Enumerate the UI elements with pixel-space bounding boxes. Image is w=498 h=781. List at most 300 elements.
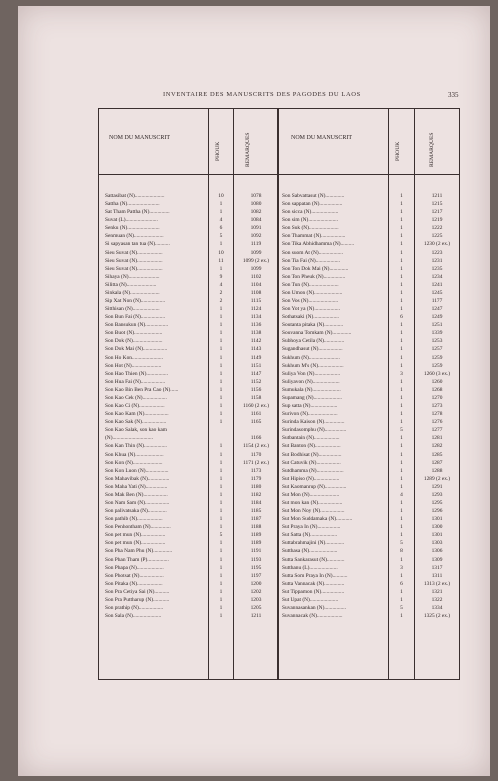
table-cell: 1 <box>400 403 403 410</box>
table-cell: 1309 <box>431 556 443 563</box>
table-cell: 1313 (2 ex.) <box>423 580 451 587</box>
table-cell: Sup satta (N).................... <box>282 403 338 410</box>
left-remarques-column <box>235 192 277 620</box>
table-cell: 1182 <box>250 491 262 498</box>
table-cell: 1179 <box>250 475 262 482</box>
table-cell: 1 <box>219 459 223 466</box>
table-cell: 1 <box>219 443 223 450</box>
page-number: 335 <box>448 91 459 99</box>
table-cell: Sothatsaki (N)................... <box>282 314 339 321</box>
table-cell: 10 <box>218 193 224 199</box>
table-cell: Son Maha Yati (N)................ <box>105 483 168 490</box>
table-cell: 1 <box>219 314 223 321</box>
table-cell: 1287 <box>431 459 443 466</box>
table-cell: Sut Kaomanrup (N)................ <box>282 483 347 490</box>
table-cell: 1161 <box>250 411 262 418</box>
table-cell: 1 <box>219 241 223 248</box>
table-cell: Son Suk (N)...................... <box>282 225 339 232</box>
column-divider <box>233 109 234 679</box>
table-cell: 1 <box>219 322 223 329</box>
table-cell: 1 <box>219 386 223 393</box>
table-cell: 1 <box>400 249 403 256</box>
table-cell: 10 <box>218 249 224 256</box>
table-cell: 3 <box>400 564 403 571</box>
table-cell: 1158 <box>250 394 262 401</box>
table-cell: 1289 (2 ex.) <box>423 475 451 482</box>
table-cell: Sut Mon (N)...................... <box>282 491 340 498</box>
table-cell: Senmuan (N)...................... <box>105 233 164 240</box>
left-phouk-header: PHOUK <box>215 141 221 161</box>
table-cell: 1322 <box>431 596 443 603</box>
table-cell: 1 <box>219 394 223 401</box>
table-cell: 1300 <box>431 524 443 531</box>
table-cell: 1 <box>219 548 223 555</box>
table-cell: 1259 <box>431 362 443 369</box>
table-cell: 1173 <box>250 467 262 474</box>
table-cell: 1147 <box>250 370 262 377</box>
table-cell: 1219 <box>431 217 443 224</box>
table-cell: Sieu Suvat (N)................... <box>105 265 163 272</box>
table-cell: 1 <box>400 225 403 232</box>
table-cell: 1119 <box>250 241 262 248</box>
table-cell: 1 <box>219 362 223 369</box>
table-cell: Son Kao Bin Ben Pra Cao (N)...... <box>105 386 179 393</box>
table-cell: 1 <box>219 564 223 571</box>
table-cell: Surivon (N)...................... <box>282 411 338 418</box>
table-cell: 1253 <box>431 338 443 345</box>
table-cell: Son Yot ya (N)................... <box>282 306 340 313</box>
table-cell: 1 <box>219 499 223 506</box>
table-cell: 1285 <box>431 451 443 458</box>
table-cell: 1 <box>400 201 403 208</box>
table-cell: 1143 <box>250 346 262 353</box>
table-cell: Son Mak Ben (N).................. <box>105 491 168 498</box>
table-cell: Son Pitaka (N)................... <box>105 580 163 587</box>
table-cell: 1 <box>400 298 403 305</box>
table-cell: Son Khua (N)..................... <box>105 451 164 458</box>
table-cell: 1 <box>400 556 403 563</box>
table-cell: 1 <box>400 362 403 369</box>
table-cell: (N).............................. <box>105 435 153 442</box>
table-cell: 1149 <box>250 354 262 361</box>
table-cell: 1321 <box>431 588 443 595</box>
table-cell: 1 <box>219 613 223 620</box>
table-cell: 1 <box>400 273 403 280</box>
table-cell: 1317 <box>431 564 443 571</box>
table-cell: Son Kao Cek (N).................. <box>105 394 167 401</box>
table-cell: Souvanna Tomkam (N).............. <box>282 330 352 337</box>
table-cell: 1211 <box>431 193 443 199</box>
table-cell: 1311 <box>431 572 443 579</box>
table-cell: 4 <box>400 491 403 498</box>
table-cell: 1 <box>400 241 403 248</box>
table-cell: 1 <box>219 370 223 377</box>
table-cell: Sattha (N)........................ <box>105 201 160 208</box>
table-cell: 1 <box>400 435 403 442</box>
table-cell: Son Penhontham (N)............... <box>105 524 171 531</box>
table-cell: 1 <box>400 532 403 539</box>
table-cell: 1 <box>219 556 223 563</box>
table-cell: 1191 <box>250 548 262 555</box>
table-cell: 1268 <box>431 386 443 393</box>
table-cell: 1099 (2 ex.) <box>242 257 270 264</box>
table-cell: 1184 <box>250 499 262 506</box>
table-cell: Son Ho Kon....................... <box>105 354 163 361</box>
table-cell: 1231 <box>431 257 443 264</box>
table-cell: 1099 <box>250 265 262 272</box>
table-cell: 1 <box>400 257 403 264</box>
table-cell: Sutdhamma (N).................... <box>282 467 344 474</box>
table-cell: 1092 <box>250 233 262 240</box>
table-cell: 1099 <box>250 249 262 256</box>
table-cell: Sukhum M's (N)................... <box>282 362 344 369</box>
table-cell: Sihaya (N)....................... <box>105 273 160 280</box>
table-cell: 1251 <box>431 322 443 329</box>
table-cell: 1185 <box>250 508 262 515</box>
table-cell: 2 <box>219 289 223 296</box>
table-cell: 1197 <box>250 572 262 579</box>
table-cell: 1234 <box>431 273 443 280</box>
left-name-header: NOM DU MANUSCRIT <box>109 135 171 141</box>
table-cell: 1281 <box>431 435 443 442</box>
table-cell: Sut Banton (N)................... <box>282 443 341 450</box>
table-cell: Son pet mun (N).................. <box>105 540 166 547</box>
table-cell: Son sappatan (N)................. <box>282 201 343 208</box>
table-cell: 1230 (2 ex.) <box>423 241 451 248</box>
table-cell: Son Pra Puttharup (N)............ <box>105 596 170 603</box>
table-cell: Sut Tippamon (N)................. <box>282 588 345 595</box>
table-cell: 1295 <box>431 499 443 506</box>
table-cell: 1 <box>400 588 403 595</box>
table-cell: Suliyavon (N).................... <box>282 378 340 385</box>
table-cell: Son Umon (N)..................... <box>282 289 343 296</box>
table-cell: 1154 (2 ex.) <box>243 443 269 450</box>
table-cell: 1245 <box>431 289 443 296</box>
table-cell: Son Kon (N)...................... <box>105 459 163 466</box>
table-cell: Son Buot (N)..................... <box>105 330 163 337</box>
table-cell: Son Dok (N)...................... <box>105 338 163 345</box>
table-cell: Sut Hipiso (N)................... <box>282 475 340 482</box>
table-cell: 1102 <box>250 273 262 280</box>
table-cell: 1091 <box>250 225 262 232</box>
table-cell: 1222 <box>431 225 443 232</box>
table-cell: 1 <box>400 516 403 523</box>
table-cell: Son Pha Nam Phu (N).............. <box>105 548 173 555</box>
table-cell: Son Nam Sam (N).................. <box>105 499 170 506</box>
table-cell: 1260 (3 ex.) <box>423 370 451 377</box>
table-cell: Sumukala (N)..................... <box>282 386 341 393</box>
table-cell: Son Kon Luon (N)................. <box>105 467 169 474</box>
table-cell: 5 <box>400 604 403 611</box>
table-cell: 1 <box>400 386 403 393</box>
table-cell: 1 <box>219 475 223 482</box>
table-cell: 1171 (2 ex.) <box>243 459 269 466</box>
table-cell: 1138 <box>250 330 262 337</box>
table-cell: 1080 <box>250 201 262 208</box>
table-cell <box>209 426 233 434</box>
table-cell: 1296 <box>431 508 443 515</box>
header-rule <box>99 174 459 175</box>
table-cell: Sutthasa (N)..................... <box>282 548 338 555</box>
table-cell: 1 <box>400 459 403 466</box>
table-cell: 1 <box>400 322 403 329</box>
table-cell: 1217 <box>431 209 443 216</box>
table-cell: 1177 <box>431 298 443 305</box>
table-cell: 1293 <box>431 491 443 498</box>
table-cell: Sat Tham Pattha (N)............... <box>105 209 170 216</box>
left-remarques-header: REMARQUES <box>245 132 251 167</box>
table-cell: Son Phan Tham (P)................ <box>105 556 169 563</box>
table-cell: Sut Satta (N).................... <box>282 532 338 539</box>
table-cell: 1276 <box>431 419 443 426</box>
table-cell: 1 <box>400 411 403 418</box>
table-cell: 1241 <box>431 281 443 288</box>
table-cell: 6 <box>400 580 403 587</box>
document-page <box>18 6 490 776</box>
table-cell: 1306 <box>431 548 443 555</box>
table-cell: Suvannasankan (N)................ <box>282 604 346 611</box>
table-cell: 1124 <box>250 306 262 313</box>
table-cell: Son sicca (N).................... <box>282 209 339 216</box>
table-cell: 1 <box>400 193 403 199</box>
table-cell: 4 <box>219 217 223 224</box>
table-cell: 1 <box>219 338 223 345</box>
table-cell: 1084 <box>250 217 262 224</box>
table-cell: 1 <box>219 346 223 353</box>
table-cell: 1 <box>219 265 223 272</box>
table-cell: 1235 <box>431 265 443 272</box>
table-cell: 1108 <box>250 289 262 296</box>
table-cell: Sugandhasut (N).................. <box>282 346 343 353</box>
table-cell: Subhoya Cetila (N)............... <box>282 338 345 345</box>
table-cell: Son sim (N)...................... <box>282 217 339 224</box>
table-cell: 1187 <box>250 516 262 523</box>
table-cell: 1 <box>219 540 223 547</box>
table-cell: 1270 <box>431 394 443 401</box>
table-cell: 1288 <box>431 467 443 474</box>
table-cell: 1104 <box>250 281 262 288</box>
table-cell: 1165 <box>250 419 262 426</box>
table-cell <box>235 426 277 434</box>
table-cell: 1 <box>400 346 403 353</box>
table-cell: 1 <box>400 572 403 579</box>
table-cell: 1 <box>219 451 223 458</box>
table-cell: 11 <box>218 257 224 264</box>
table-cell: 1 <box>219 483 223 490</box>
table-cell: 1 <box>400 483 403 490</box>
table-cell: 1273 <box>431 403 443 410</box>
table-cell: Senku (N)........................ <box>105 225 160 232</box>
right-phouk-column <box>389 192 414 620</box>
table-cell: Supamang (N)..................... <box>282 394 342 401</box>
table-cell: 1 <box>400 467 403 474</box>
table-cell: Son Ton Pheuk (N)................ <box>282 273 346 280</box>
table-cell: 1339 <box>431 330 443 337</box>
table-cell: 1202 <box>250 588 262 595</box>
table-cell: Son Bansukun (N)................. <box>105 322 169 329</box>
table-cell: 1 <box>219 419 223 426</box>
table-cell: 1180 <box>250 483 262 490</box>
table-cell: Son Sala (N)..................... <box>105 613 162 620</box>
table-cell: Sukhum (N)....................... <box>282 354 340 361</box>
table-cell: Son Tika Abhidhamma (N).......... <box>282 241 355 248</box>
table-cell: Son suom At (N).................. <box>282 249 343 256</box>
table-cell: 1160 (2 ex.) <box>243 403 269 410</box>
table-cell: Son Dok Mai (N).................. <box>105 346 168 353</box>
table-cell: 1211 <box>250 613 262 620</box>
table-cell: Son Kao Sak (N).................. <box>105 419 167 426</box>
table-cell: 1278 <box>431 411 443 418</box>
table-cell: 1205 <box>250 604 262 611</box>
table-cell: Sut mon kan (N).................. <box>282 499 343 506</box>
table-cell: 5 <box>400 540 403 547</box>
table-cell: 1247 <box>431 306 443 313</box>
table-cell: 1 <box>400 338 403 345</box>
table-cell: 1291 <box>431 483 443 490</box>
table-cell: Sut Bodhisat (N)................. <box>282 451 342 458</box>
table-cell: 3 <box>400 370 403 377</box>
table-cell: 1 <box>219 330 223 337</box>
table-cell: 1 <box>400 613 403 620</box>
table-cell: 1303 <box>431 540 443 547</box>
table-cell: 1 <box>400 378 403 385</box>
table-cell: 1 <box>400 354 403 361</box>
table-cell: 1 <box>219 209 223 216</box>
table-cell: 1200 <box>250 580 262 587</box>
table-cell: Sut Praya In (N)................. <box>282 524 341 531</box>
table-cell: 1195 <box>250 564 262 571</box>
table-cell: 1282 <box>431 443 443 450</box>
manuscript-table <box>98 108 460 680</box>
table-cell: Suvannacak (N)................... <box>282 613 343 620</box>
table-cell: 5 <box>219 532 223 539</box>
table-cell: 1 <box>400 394 403 401</box>
table-cell: Son pathib (N)................... <box>105 516 163 523</box>
table-cell: Son Kao Salak, son kao kam <box>105 427 167 434</box>
table-cell: Son Pra Cetiya Sai (N)........... <box>105 588 170 595</box>
left-names-column <box>105 192 207 620</box>
table-cell: 1134 <box>250 314 262 321</box>
table-cell: 1215 <box>431 201 443 208</box>
table-cell: 1325 (2 ex.) <box>423 613 451 620</box>
table-cell: 1 <box>400 419 403 426</box>
table-cell: 1 <box>400 281 403 288</box>
table-cell: 1334 <box>431 604 443 611</box>
table-cell: Son Tia Fai (N).................. <box>282 257 340 264</box>
table-cell: 1223 <box>431 249 443 256</box>
table-cell: 1 <box>400 330 403 337</box>
table-cell: 1151 <box>250 362 262 369</box>
table-cell: 1 <box>219 516 223 523</box>
table-cell: 1 <box>400 475 403 482</box>
table-cell: Sinkala (N)...................... <box>105 289 160 296</box>
table-cell: Son Thammat (N).................. <box>282 233 346 240</box>
table-cell: Son Kao Kam (N).................. <box>105 411 169 418</box>
table-cell: 1 <box>400 451 403 458</box>
table-cell: Soutanta pitaka (N).............. <box>282 322 344 329</box>
table-cell: Son Hao Thien (N)................ <box>105 370 168 377</box>
table-cell <box>209 434 233 442</box>
table-cell: 1 <box>219 572 223 579</box>
table-cell: 1 <box>219 201 223 208</box>
table-cell: 1188 <box>250 524 262 531</box>
table-cell: Surinda Kaison (N)............... <box>282 419 345 426</box>
table-cell: 1142 <box>250 338 262 345</box>
table-cell: 1156 <box>250 386 262 393</box>
table-cell: Suvat (L)........................ <box>105 217 158 224</box>
table-cell: Son Sabvattasut (N).............. <box>282 193 345 199</box>
table-cell: Son Phapa (N).................... <box>105 564 164 571</box>
table-cell: 1203 <box>250 596 262 603</box>
right-remarques-header: REMARQUES <box>429 132 435 167</box>
table-cell: Son Hot (N)...................... <box>105 362 162 369</box>
table-cell: 1 <box>219 403 223 410</box>
table-cell: 1 <box>400 499 403 506</box>
table-cell: 1 <box>400 306 403 313</box>
table-cell: Sut Mon Suddamaka (N)............ <box>282 516 353 523</box>
table-cell: Sut Upat (N)..................... <box>282 596 339 603</box>
table-cell: 1170 <box>250 451 262 458</box>
table-cell: 1189 <box>250 532 262 539</box>
table-cell: Son Vos (N)...................... <box>282 298 339 305</box>
table-cell: Silitta (N)...................... <box>105 281 157 288</box>
table-cell: 1082 <box>250 209 262 216</box>
table-cell: Suttabrahmajini (N).............. <box>282 540 345 547</box>
table-cell: 1249 <box>431 314 443 321</box>
table-cell: 1 <box>400 233 403 240</box>
table-cell: 1 <box>400 524 403 531</box>
table-cell: Sut Mon Noy (N).................. <box>282 508 345 515</box>
table-cell: 1 <box>219 354 223 361</box>
table-cell: 1277 <box>431 427 443 434</box>
table-cell: Son Mahavibak (N)................ <box>105 475 170 482</box>
table-cell: Son Bun Fai (N).................. <box>105 314 166 321</box>
table-cell: 1 <box>219 604 223 611</box>
table-cell: 1 <box>219 580 223 587</box>
table-cell: 1 <box>219 306 223 313</box>
table-cell: 1 <box>219 378 223 385</box>
table-cell: Sutthanu (L)..................... <box>282 564 338 571</box>
table-cell: 1225 <box>431 233 443 240</box>
table-cell: 1301 <box>431 532 443 539</box>
table-cell: Sutta Vannacak (N)............... <box>282 580 345 587</box>
table-cell: 1115 <box>250 298 262 305</box>
table-cell: Son prathip (N).................. <box>105 604 164 611</box>
table-cell: 1 <box>219 588 223 595</box>
table-cell: Sutta Sankarasut (N)............. <box>282 556 345 563</box>
table-cell: Sieu Suvat (N)................... <box>105 249 163 256</box>
table-cell: 6 <box>219 225 223 232</box>
table-cell: Sutbantain (N)................... <box>282 435 340 442</box>
table-cell: 1078 <box>250 193 262 199</box>
table-cell: Son Photsat (N).................. <box>105 572 164 579</box>
right-name-header: NOM DU MANUSCRIT <box>291 135 353 141</box>
table-cell: 1 <box>400 217 403 224</box>
table-cell: Surindasomphu (N)................ <box>282 427 347 434</box>
table-cell: 1 <box>400 289 403 296</box>
table-cell: 1 <box>219 467 223 474</box>
table-cell: 5 <box>219 233 223 240</box>
table-cell: 1 <box>219 596 223 603</box>
table-cell: 1 <box>219 411 223 418</box>
table-cell: 1301 <box>431 516 443 523</box>
table-cell: 1 <box>400 443 403 450</box>
table-cell: Son Kan Thin (N)................. <box>105 443 167 450</box>
table-cell: Sutta Som Praya In (N)........... <box>282 572 348 579</box>
table-cell: Sattasibat (N)...................... <box>105 193 165 199</box>
table-cell: Son Kao Ci (N)................... <box>105 403 165 410</box>
table-cell: Sitthisan (N).................... <box>105 306 160 313</box>
